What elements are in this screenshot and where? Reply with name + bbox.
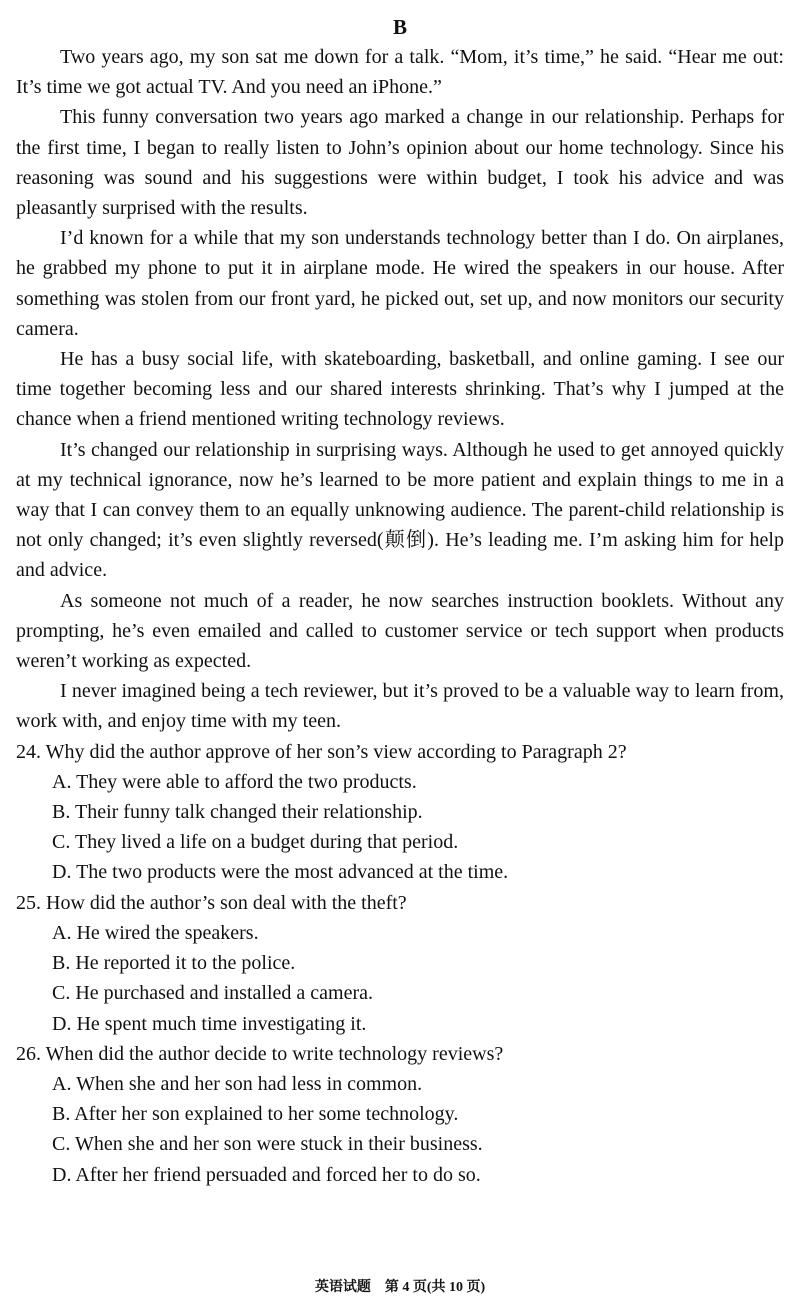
question-option-b: B. Their funny talk changed their relationship. <box>52 801 423 824</box>
question-stem: 24. Why did the author approve of her son’s view according to Paragraph 2? <box>16 740 627 763</box>
passage-paragraph: I’d known for a while that my son understands technology better than I do. On airplanes, he grabbed my phone to put it in airplane mode. He wired the speakers in our house. After something was stolen from our front yard, he picked out, set up, and now monitors our security camera. <box>16 227 784 340</box>
passage-paragraph: I never imagined being a tech reviewer, but it’s proved to be a valuable way to learn from, work with, and enjoy time with my teen. <box>16 680 784 733</box>
question-option-d: D. He spent much time investigating it. <box>52 1012 367 1035</box>
question-26 <box>16 1039 784 1190</box>
passage-paragraph: He has a busy social life, with skateboarding, basketball, and online gaming. I see our time together becoming less and our shared interests shrinking. That’s why I jumped at the chance when a friend mentioned writing technology reviews. <box>16 348 784 431</box>
passage-paragraph: Two years ago, my son sat me down for a talk. “Mom, it’s time,” he said. “Hear me out: It’s time we got actual TV. And you need an iPhone.” <box>16 46 784 99</box>
question-option-d: D. After her friend persuaded and forced her to do so. <box>52 1163 481 1186</box>
question-option-d: D. The two products were the most advanced at the time. <box>52 861 509 884</box>
reading-passage-b <box>16 42 784 737</box>
passage-paragraph: This funny conversation two years ago marked a change in our relationship. Perhaps for the first time, I began to really listen to John’s opinion about our home technology. Since his reasoning was sound and his suggestions were within budget, I took his advice and was pleasantly surprised with the results. <box>16 106 784 220</box>
question-option-c: C. They lived a life on a budget during that period. <box>52 831 459 854</box>
question-option-c: C. When she and her son were stuck in their business. <box>52 1133 483 1156</box>
question-option-a: A. He wired the speakers. <box>52 921 259 944</box>
question-option-a: A. They were able to afford the two products. <box>52 770 417 793</box>
page-footer: 英语试题 第 4 页(共 10 页) <box>314 1280 486 1295</box>
question-option-a: A. When she and her son had less in common. <box>52 1072 423 1095</box>
section-label: B <box>392 15 407 39</box>
question-option-c: C. He purchased and installed a camera. <box>52 982 373 1005</box>
question-24 <box>16 737 784 888</box>
passage-paragraph: As someone not much of a reader, he now searches instruction booklets. Without any prompting, he’s even emailed and called to customer service or tech support when products weren’t working as expected. <box>16 589 784 673</box>
question-option-b: B. He reported it to the police. <box>52 952 296 975</box>
question-option-b: B. After her son explained to her some technology. <box>52 1103 459 1126</box>
passage-paragraph: It’s changed our relationship in surprising ways. Although he used to get annoyed quickly at my technical ignorance, now he’s learned to be more patient and explain things to me in a way that I can convey them to an equally unknowing audience. The parent-child relationship is not only changed; it’s even slightly reversed(颠倒). He’s leading me. I’m asking him for help and advice. <box>16 438 784 582</box>
questions-section <box>16 737 784 1190</box>
question-stem: 25. How did the author’s son deal with the theft? <box>16 891 407 914</box>
question-25 <box>16 888 784 1039</box>
question-stem: 26. When did the author decide to write technology reviews? <box>16 1042 504 1065</box>
